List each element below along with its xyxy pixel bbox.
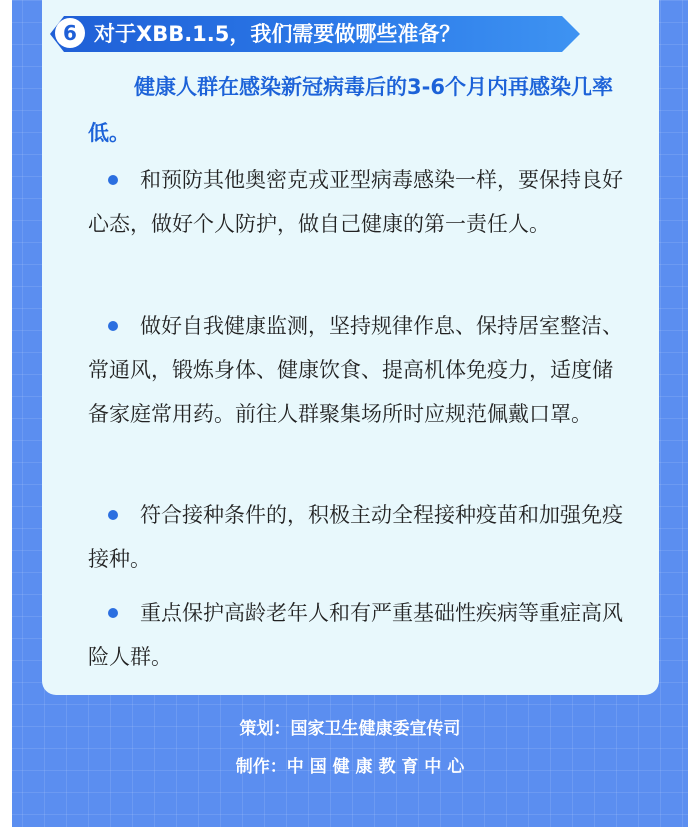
footer-planner: 策划：国家卫生健康委宣传司 (239, 719, 461, 739)
bullet-item-3 (88, 493, 623, 581)
bullet-item-1 (88, 158, 623, 246)
bullet-item-2 (88, 304, 623, 436)
bullet-text-3: 符合接种条件的，积极主动全程接种疫苗和加强免疫接种。 (88, 503, 623, 571)
bullet-item-4 (88, 591, 623, 679)
left-border (0, 0, 12, 827)
bullet-dot-icon (108, 321, 118, 331)
bullet-dot-icon (108, 175, 118, 185)
footer-producer: 制作：中 国 健 康 教 育 中 心 (235, 757, 465, 777)
section-title: 对于XBB.1.5，我们需要做哪些准备？ (94, 22, 461, 46)
bullet-dot-icon (108, 510, 118, 520)
bullet-text-4: 重点保护高龄老年人和有严重基础性疾病等重症高风险人群。 (88, 601, 623, 669)
bullet-text-2: 做好自我健康监测，坚持规律作息、保持居室整洁、常通风，锻炼身体、健康饮食、提高机体免疫力，适度储备家庭常用药。前往人群聚集场所时应规范佩戴口罩。 (88, 314, 623, 426)
bullet-text-1: 和预防其他奥密克戎亚型病毒感染一样，要保持良好心态，做好个人防护，做自己健康的第一责任人。 (88, 168, 623, 236)
section-banner (50, 16, 580, 52)
right-border (688, 0, 700, 827)
bullet-dot-icon (108, 608, 118, 618)
intro-text: 健康人群在感染新冠病毒后的3-6个月内再感染几率低。 (88, 75, 613, 145)
section-number-badge: 6 (55, 18, 85, 48)
